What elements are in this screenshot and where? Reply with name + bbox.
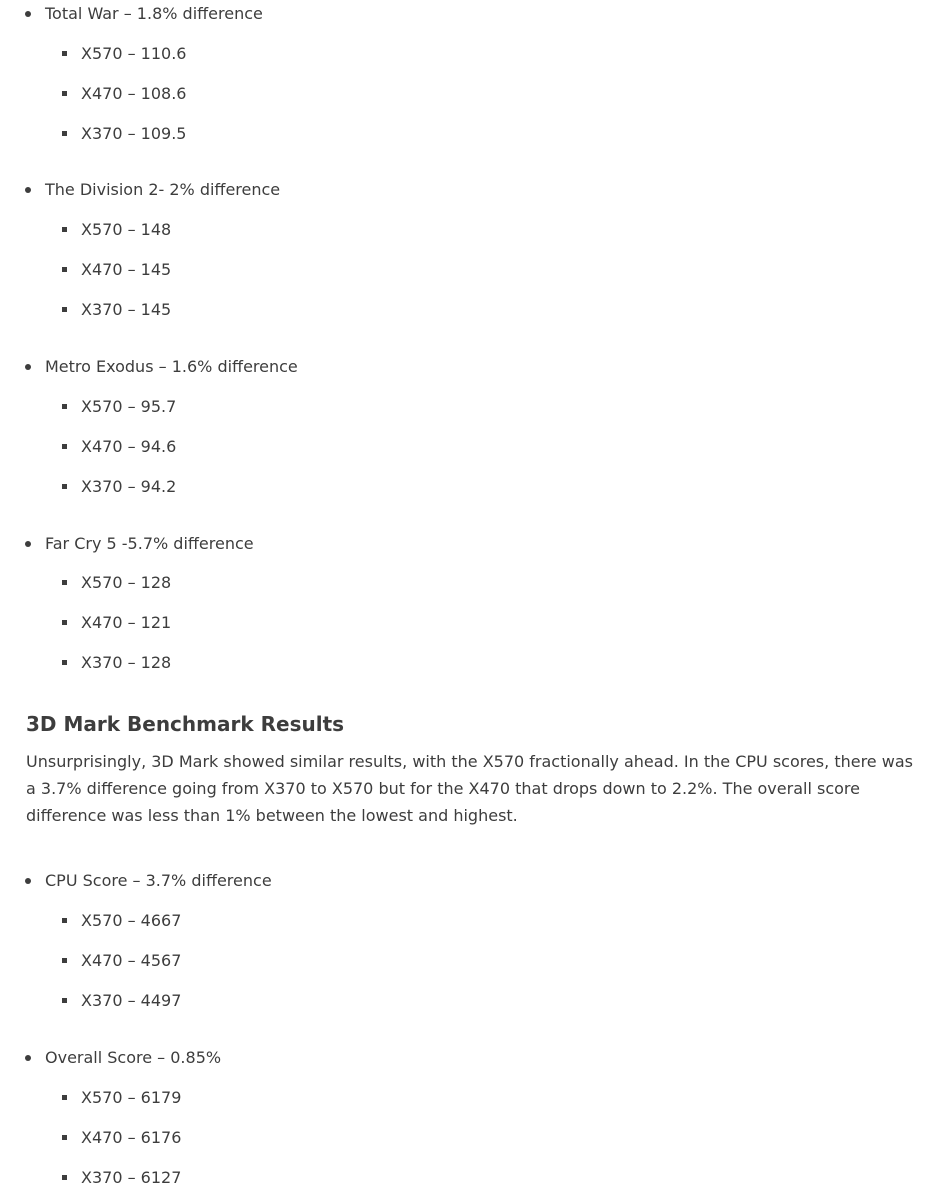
section-paragraph — [26, 748, 916, 829]
sub-list-item: X570 – 95.7 — [81, 396, 945, 418]
paragraph-line: a 3.7% difference going from X370 to X570 but for the X470 that drops down to 2.2%. The overall score — [26, 779, 860, 798]
list-item-division-2: The Division 2- 2% difference — [45, 179, 945, 201]
list-item-overall-score: Overall Score – 0.85% — [45, 1047, 945, 1069]
sub-list-item: X470 – 108.6 — [81, 83, 945, 105]
sub-list-item: X570 – 148 — [81, 219, 945, 241]
sub-list-item: X470 – 145 — [81, 259, 945, 281]
sub-list-item: X570 – 128 — [81, 572, 945, 594]
paragraph-line: Unsurprisingly, 3D Mark showed similar results, with the X570 fractionally ahead. In the CPU scores, there was — [26, 752, 913, 771]
list-item-total-war: Total War – 1.8% difference — [45, 3, 945, 25]
sub-list-item: X570 – 6179 — [81, 1087, 945, 1109]
list-item-cpu-score: CPU Score – 3.7% difference — [45, 870, 945, 892]
list-item-far-cry-5: Far Cry 5 -5.7% difference — [45, 533, 945, 555]
sub-list-item: X470 – 94.6 — [81, 436, 945, 458]
section-heading: 3D Mark Benchmark Results — [26, 712, 345, 736]
sub-list-item: X370 – 109.5 — [81, 123, 945, 145]
sub-list-item: X470 – 4567 — [81, 950, 945, 972]
sub-list-item: X470 – 121 — [81, 612, 945, 634]
sub-list-item: X570 – 110.6 — [81, 43, 945, 65]
sub-list-item: X570 – 4667 — [81, 910, 945, 932]
sub-list-item: X470 – 6176 — [81, 1127, 945, 1149]
paragraph-line: difference was less than 1% between the lowest and highest. — [26, 806, 518, 825]
list-item-metro-exodus: Metro Exodus – 1.6% difference — [45, 356, 945, 378]
sub-list-item: X370 – 6127 — [81, 1167, 945, 1189]
sub-list-item: X370 – 4497 — [81, 990, 945, 1012]
sub-list-item: X370 – 145 — [81, 299, 945, 321]
sub-list-item: X370 – 128 — [81, 652, 945, 674]
sub-list-item: X370 – 94.2 — [81, 476, 945, 498]
